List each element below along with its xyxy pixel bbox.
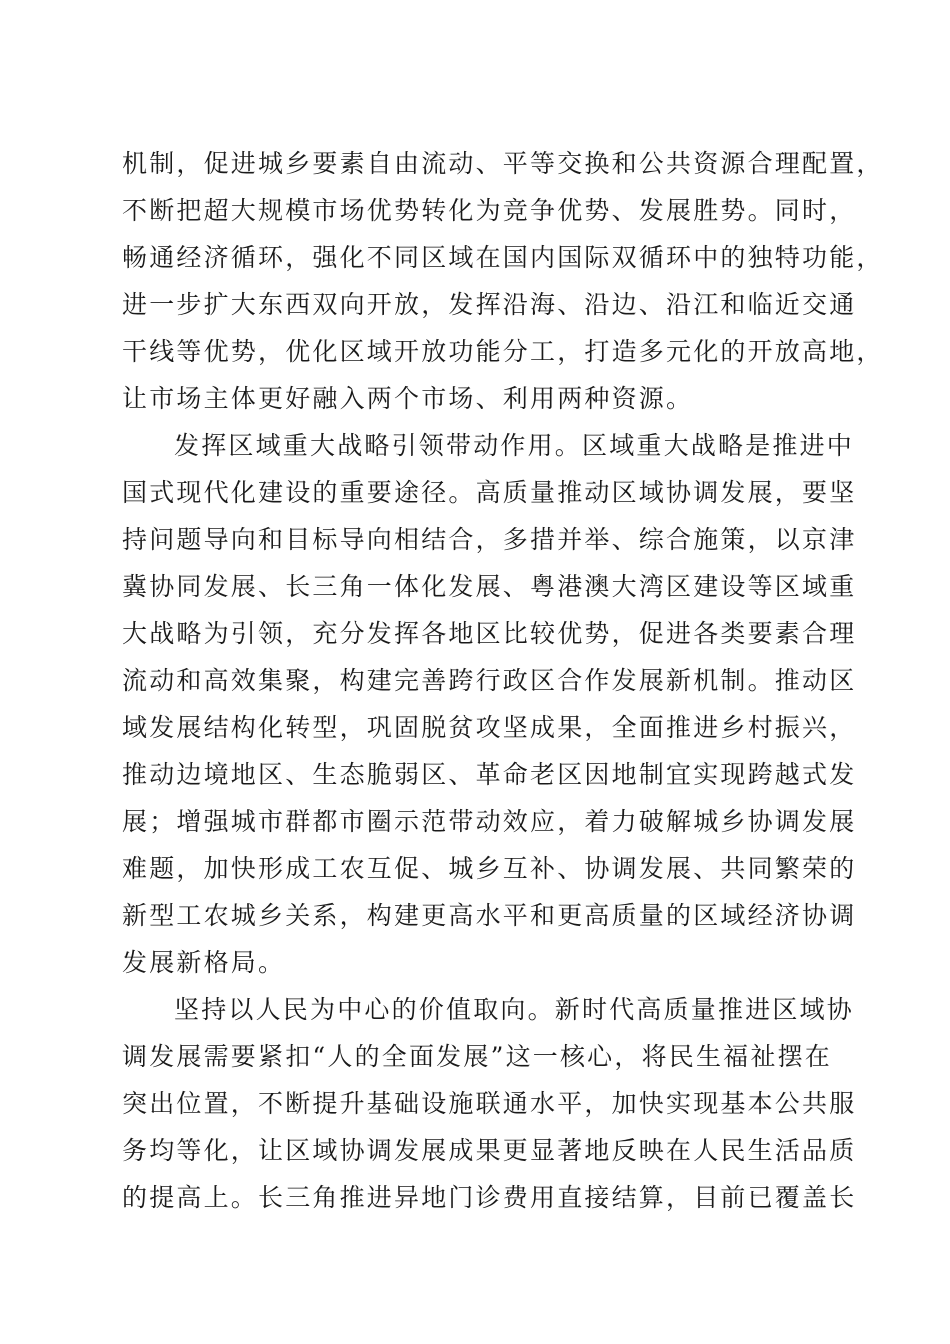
- text-line: 推动边境地区、生态脆弱区、革命老区因地制宜实现跨越式发: [122, 760, 857, 789]
- text-line: 持问题导向和目标导向相结合，多措并举、综合施策，以京津: [122, 525, 857, 554]
- text-line: 难题，加快形成工农互促、城乡互补、协调发展、共同繁荣的: [122, 854, 857, 883]
- text-line: 机制，促进城乡要素自由流动、平等交换和公共资源合理配置，: [122, 149, 884, 178]
- text-line: 大战略为引领，充分发挥各地区比较优势，促进各类要素合理: [122, 619, 857, 648]
- text-line: 发展新格局。: [122, 948, 286, 977]
- text-line: 国式现代化建设的重要途径。高质量推动区域协调发展，要坚: [122, 478, 857, 507]
- text-line: 突出位置，不断提升基础设施联通水平，加快实现基本公共服: [122, 1089, 857, 1118]
- text-line: 让市场主体更好融入两个市场、利用两种资源。: [122, 384, 694, 413]
- text-line: 畅通经济循环，强化不同区域在国内国际双循环中的独特功能，: [122, 243, 884, 272]
- text-line: 冀协同发展、长三角一体化发展、粤港澳大湾区建设等区域重: [122, 572, 857, 601]
- text-line: 进一步扩大东西双向开放，发挥沿海、沿边、沿江和临近交通: [122, 290, 857, 319]
- text-line: 展；增强城市群都市圈示范带动效应，着力破解城乡协调发展: [122, 807, 857, 836]
- text-line: 干线等优势，优化区域开放功能分工，打造多元化的开放高地，: [122, 337, 884, 366]
- text-line: 不断把超大规模市场优势转化为竞争优势、发展胜势。同时，: [122, 196, 857, 225]
- text-line: 的提高上。长三角推进异地门诊费用直接结算，目前已覆盖长: [122, 1183, 857, 1212]
- text-line: 发挥区域重大战略引领带动作用。区域重大战略是推进中: [174, 431, 855, 460]
- text-line: 坚持以人民为中心的价值取向。新时代高质量推进区域协: [174, 995, 855, 1024]
- paragraph-2: [122, 422, 857, 986]
- text-line: 务均等化，让区域协调发展成果更显著地反映在人民生活品质: [122, 1136, 857, 1165]
- text-line: 新型工农城乡关系，构建更高水平和更高质量的区域经济协调: [122, 901, 857, 930]
- paragraph-3: [122, 986, 857, 1221]
- text-line: 流动和高效集聚，构建完善跨行政区合作发展新机制。推动区: [122, 666, 857, 695]
- body-text: [122, 140, 884, 1221]
- text-line: 调发展需要紧扣“人的全面发展”这一核心，将民生福祉摆在: [122, 1042, 832, 1071]
- text-line: 域发展结构化转型，巩固脱贫攻坚成果，全面推进乡村振兴，: [122, 713, 857, 742]
- paragraph-1: [122, 140, 884, 422]
